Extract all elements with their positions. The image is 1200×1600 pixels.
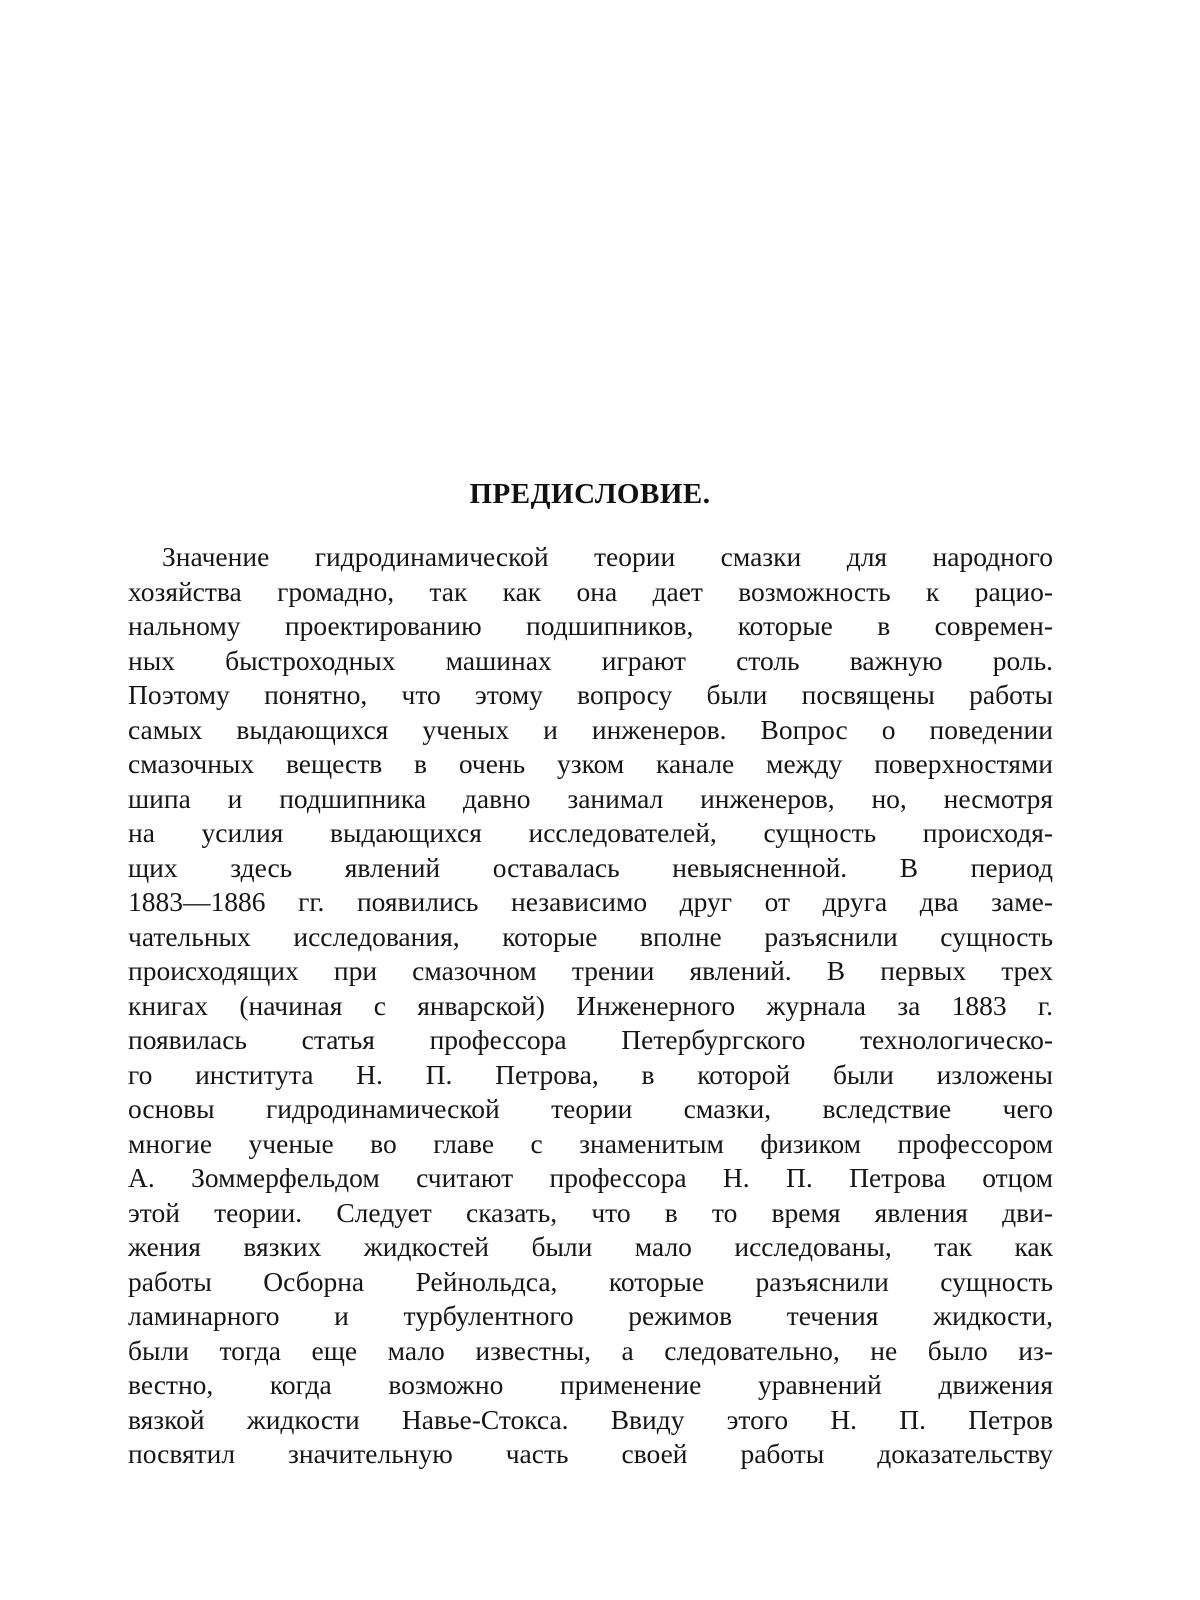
text-line: щих здесь явлений оставалась невыясненной. В период — [128, 851, 1053, 886]
text-line: Поэтому понятно, что этому вопросу были посвящены работы — [128, 678, 1053, 713]
text-line: ламинарного и турбулентного режимов течения жидкости, — [128, 1299, 1053, 1334]
text-line: чательных исследования, которые вполне разъяснили сущность — [128, 920, 1053, 955]
text-line: основы гидродинамической теории смазки, вследствие чего — [128, 1092, 1053, 1127]
text-line: работы Осборна Рейнольдса, которые разъяснили сущность — [128, 1265, 1053, 1300]
text-line: книгах (начиная с январской) Инженерного журнала за 1883 г. — [128, 989, 1053, 1024]
text-line: шипа и подшипника давно занимал инженеров, но, несмотря — [128, 782, 1053, 817]
text-line: этой теории. Следует сказать, что в то время явления дви- — [128, 1196, 1053, 1231]
text-line: происходящих при смазочном трении явлений. В первых трех — [128, 954, 1053, 989]
text-line: вестно, когда возможно применение уравнений движения — [128, 1368, 1053, 1403]
text-line: смазочных веществ в очень узком канале между поверхностями — [128, 747, 1053, 782]
text-line: самых выдающихся ученых и инженеров. Вопрос о поведении — [128, 713, 1053, 748]
text-line: на усилия выдающихся исследователей, сущность происходя- — [128, 816, 1053, 851]
document-page — [0, 0, 1200, 1600]
text-line: Значение гидродинамической теории смазки для народного — [128, 540, 1053, 575]
text-line: жения вязких жидкостей были мало исследованы, так как — [128, 1230, 1053, 1265]
text-line: появилась статья профессора Петербургского технологическо- — [128, 1023, 1053, 1058]
text-line: нальному проектированию подшипников, которые в современ- — [128, 609, 1053, 644]
text-line: вязкой жидкости Навье-Стокса. Ввиду этого Н. П. Петров — [128, 1403, 1053, 1438]
text-line: хозяйства громадно, так как она дает возможность к рацио- — [128, 575, 1053, 610]
text-line: го института Н. П. Петрова, в которой были изложены — [128, 1058, 1053, 1093]
text-line: посвятил значительную часть своей работы доказательству — [128, 1437, 1053, 1472]
text-line: ных быстроходных машинах играют столь важную роль. — [128, 644, 1053, 679]
text-line: были тогда еще мало известны, а следовательно, не было из- — [128, 1334, 1053, 1369]
page-title: ПРЕДИСЛОВИЕ. — [0, 478, 1180, 511]
preface-paragraph — [128, 540, 1053, 1472]
text-line: 1883—1886 гг. появились независимо друг от друга два заме- — [128, 885, 1053, 920]
text-line: А. Зоммерфельдом считают профессора Н. П. Петрова отцом — [128, 1161, 1053, 1196]
text-line: многие ученые во главе с знаменитым физиком профессором — [128, 1127, 1053, 1162]
